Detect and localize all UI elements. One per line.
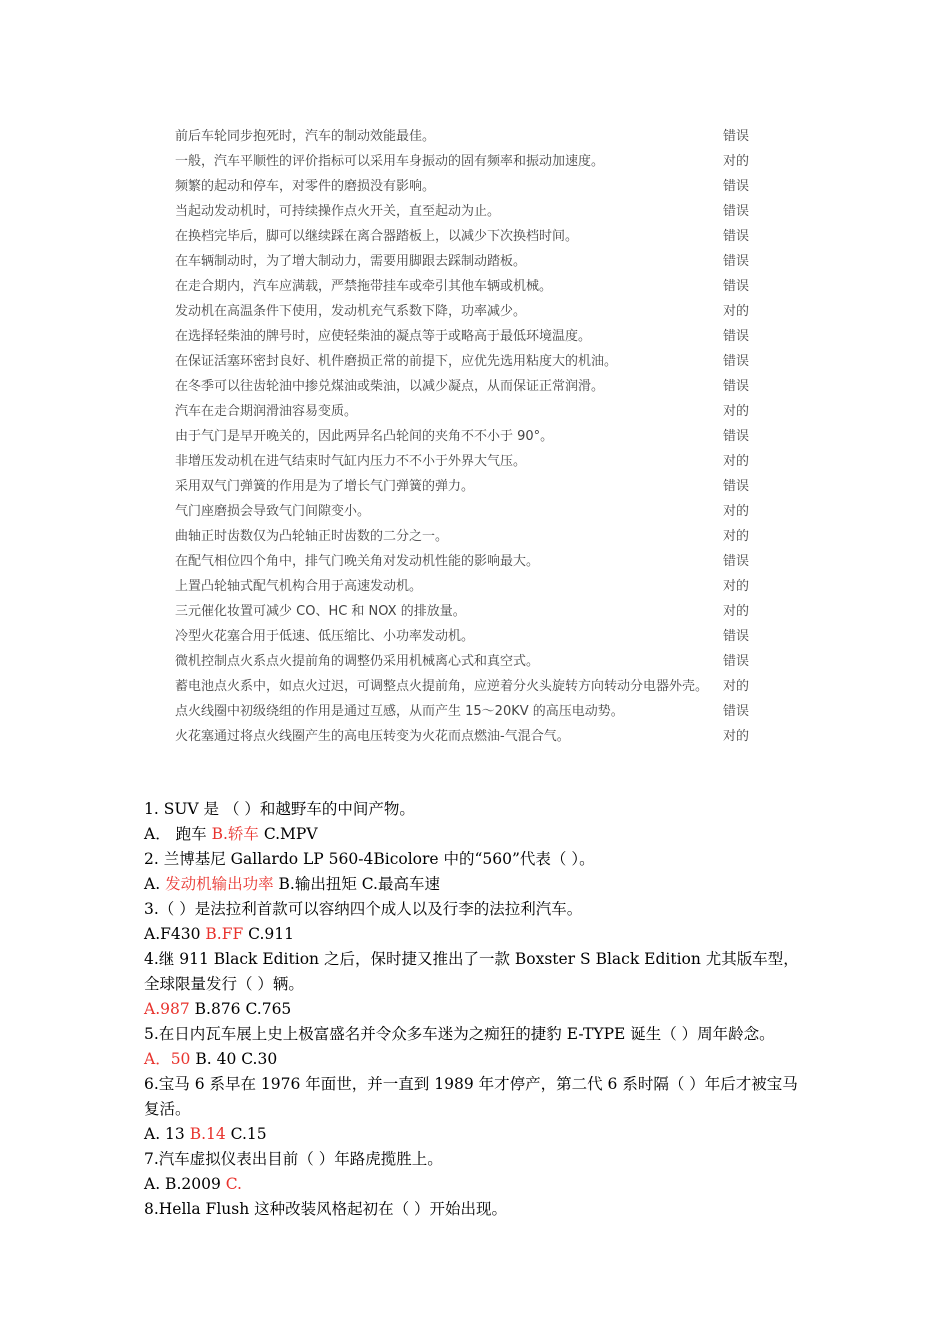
question-5-stem: 5.在日内瓦车展上史上极富盛名并令众多车迷为之痴狂的捷豹 E-TYPE 诞生（ ）周年龄念。: [144, 1025, 775, 1043]
question-7-stem: 7.汽车虚拟仪表出目前（ ）年路虎揽胜上。: [144, 1150, 443, 1168]
statement-text: 汽车在走合期润滑油容易变质。: [175, 404, 358, 419]
option-text: B.输出扭矩 C.最高车速: [273, 875, 440, 893]
option-text: A.: [144, 875, 166, 893]
true-false-row: [175, 399, 775, 424]
true-false-row: [175, 674, 775, 699]
question-1-stem: 1. SUV 是 （ ）和越野车的中间产物。: [144, 800, 415, 818]
true-false-row: [175, 599, 775, 624]
answer-highlight: A.987: [144, 1000, 190, 1018]
option-text: C.MPV: [258, 825, 318, 843]
statement-text: 蓄电池点火系中，如点火过迟，可调整点火提前角，应逆着分火头旋转方向转动分电器外壳。: [175, 679, 709, 694]
statement-text: 前后车轮同步抱死时，汽车的制动效能最佳。: [175, 129, 436, 144]
true-false-row: [175, 224, 775, 249]
answer-text: 错误: [723, 554, 750, 569]
statement-text: 发动机在高温条件下使用，发动机充气系数下降，功率减少。: [175, 304, 527, 319]
true-false-row: [175, 649, 775, 674]
option-text: A.F430: [144, 925, 206, 943]
answer-text: 错误: [723, 279, 750, 294]
answer-text: 错误: [723, 654, 750, 669]
statement-text: 气门座磨损会导致气门间隙变小。: [175, 504, 371, 519]
question-7-options: [144, 1172, 812, 1197]
answer-highlight: A．50: [144, 1050, 191, 1068]
answer-text: 对的: [723, 579, 750, 594]
true-false-table: [175, 124, 775, 749]
true-false-row: [175, 699, 775, 724]
answer-text: 对的: [723, 504, 750, 519]
statement-text: 在车辆制动时，为了增大制动力，需要用脚跟去踩制动踏板。: [175, 254, 527, 269]
answer-highlight: 发动机输出功率: [165, 875, 274, 893]
statement-text: 在配气相位四个角中，排气门晚关角对发动机性能的影响最大。: [175, 554, 540, 569]
question-4-options: [144, 997, 812, 1022]
question-3-options: [144, 922, 812, 947]
true-false-row: [175, 149, 775, 174]
statement-text: 在保证活塞环密封良好、机件磨损正常的前提下，应优先选用粘度大的机油。: [175, 354, 618, 369]
true-false-row: [175, 624, 775, 649]
true-false-row: [175, 499, 775, 524]
statement-text: 在走合期内，汽车应满载，严禁拖带挂车或牵引其他车辆或机械。: [175, 279, 553, 294]
answer-text: 对的: [723, 529, 750, 544]
answer-text: 对的: [723, 679, 750, 694]
answer-text: 对的: [723, 604, 750, 619]
true-false-row: [175, 724, 775, 749]
question-5-options: [144, 1047, 812, 1072]
answer-text: 对的: [723, 304, 750, 319]
statement-text: 冷型火花塞合用于低速、低压缩比、小功率发动机。: [175, 629, 475, 644]
answer-highlight: B.轿车: [211, 825, 259, 843]
answer-text: 错误: [723, 704, 750, 719]
true-false-row: [175, 474, 775, 499]
question-4-stem: 4.继 911 Black Edition 之后，保时捷又推出了一款 Boxster S Black Edition 尤其版车型，全球限量发行（ ）辆。: [144, 950, 799, 993]
option-text: A． 跑车: [144, 825, 212, 843]
true-false-row: [175, 124, 775, 149]
statement-text: 由于气门是早开晚关的，因此两异名凸轮间的夹角不不小于 90°。: [175, 429, 554, 444]
question-2-stem: 2. 兰博基尼 Gallardo LP 560-4Bicolore 中的“560”代表（ ）。: [144, 850, 595, 868]
true-false-row: [175, 374, 775, 399]
true-false-row: [175, 349, 775, 374]
answer-text: 错误: [723, 354, 750, 369]
statement-text: 微机控制点火系点火提前角的调整仍采用机械离心式和真空式。: [175, 654, 540, 669]
answer-text: 对的: [723, 154, 750, 169]
statement-text: 采用双气门弹簧的作用是为了增长气门弹簧的弹力。: [175, 479, 475, 494]
answer-text: 错误: [723, 129, 750, 144]
answer-text: 错误: [723, 379, 750, 394]
question-1-options: [144, 822, 812, 847]
true-false-row: [175, 449, 775, 474]
statement-text: 当起动发动机时，可持续操作点火开关，直至起动为止。: [175, 204, 501, 219]
statement-text: 在冬季可以往齿轮油中掺兑煤油或柴油，以减少凝点，从而保证正常润滑。: [175, 379, 605, 394]
true-false-row: [175, 574, 775, 599]
option-text: B. 40 C.30: [190, 1050, 278, 1068]
true-false-row: [175, 274, 775, 299]
answer-text: 错误: [723, 179, 750, 194]
true-false-row: [175, 249, 775, 274]
answer-text: 错误: [723, 629, 750, 644]
statement-text: 非增压发动机在进气结束时气缸内压力不不小于外界大气压。: [175, 454, 527, 469]
question-6-options: [144, 1122, 812, 1147]
question-8-stem: 8.Hella Flush 这种改装风格起初在（ ）开始出现。: [144, 1200, 508, 1218]
true-false-row: [175, 324, 775, 349]
statement-text: 一般，汽车平顺性的评价指标可以采用车身振动的固有频率和振动加速度。: [175, 154, 605, 169]
option-text: A. B.2009: [144, 1175, 226, 1193]
option-text: C.15: [225, 1125, 267, 1143]
question-3-stem: 3.（ ）是法拉利首款可以容纳四个成人以及行李的法拉利汽车。: [144, 900, 583, 918]
true-false-row: [175, 199, 775, 224]
answer-highlight: B.FF: [205, 925, 244, 943]
question-6-stem: 6.宝马 6 系早在 1976 年面世，并一直到 1989 年才停产，第二代 6 系时隔（ ）年后才被宝马复活。: [144, 1075, 798, 1118]
option-text: A. 13: [144, 1125, 190, 1143]
answer-text: 对的: [723, 404, 750, 419]
answer-text: 对的: [723, 454, 750, 469]
answer-highlight: C.: [225, 1175, 242, 1193]
statement-text: 上置凸轮轴式配气机构合用于高速发动机。: [175, 579, 423, 594]
true-false-row: [175, 549, 775, 574]
true-false-row: [175, 424, 775, 449]
answer-text: 错误: [723, 229, 750, 244]
true-false-row: [175, 174, 775, 199]
answer-text: 错误: [723, 329, 750, 344]
multiple-choice-section: [144, 797, 812, 1222]
answer-highlight: B.14: [189, 1125, 226, 1143]
option-text: B.876 C.765: [189, 1000, 292, 1018]
answer-text: 错误: [723, 204, 750, 219]
answer-text: 对的: [723, 729, 750, 744]
option-text: C.911: [243, 925, 294, 943]
statement-text: 在换档完毕后，脚可以继续踩在离合器踏板上，以减少下次换档时间。: [175, 229, 579, 244]
answer-text: 错误: [723, 429, 750, 444]
true-false-row: [175, 524, 775, 549]
answer-text: 错误: [723, 479, 750, 494]
statement-text: 曲轴正时齿数仅为凸轮轴正时齿数的二分之一。: [175, 529, 449, 544]
answer-text: 错误: [723, 254, 750, 269]
statement-text: 频繁的起动和停车，对零件的磨损没有影响。: [175, 179, 436, 194]
true-false-row: [175, 299, 775, 324]
statement-text: 三元催化妆置可减少 CO、HC 和 NOX 的排放量。: [175, 604, 466, 619]
statement-text: 在选择轻柴油的牌号时，应使轻柴油的凝点等于或略高于最低环境温度。: [175, 329, 592, 344]
statement-text: 火花塞通过将点火线圈产生的高电压转变为火花而点燃油-气混合气。: [175, 729, 570, 744]
question-2-options: [144, 872, 812, 897]
statement-text: 点火线圈中初级绕组的作用是通过互感，从而产生 15～20KV 的高压电动势。: [175, 704, 624, 719]
